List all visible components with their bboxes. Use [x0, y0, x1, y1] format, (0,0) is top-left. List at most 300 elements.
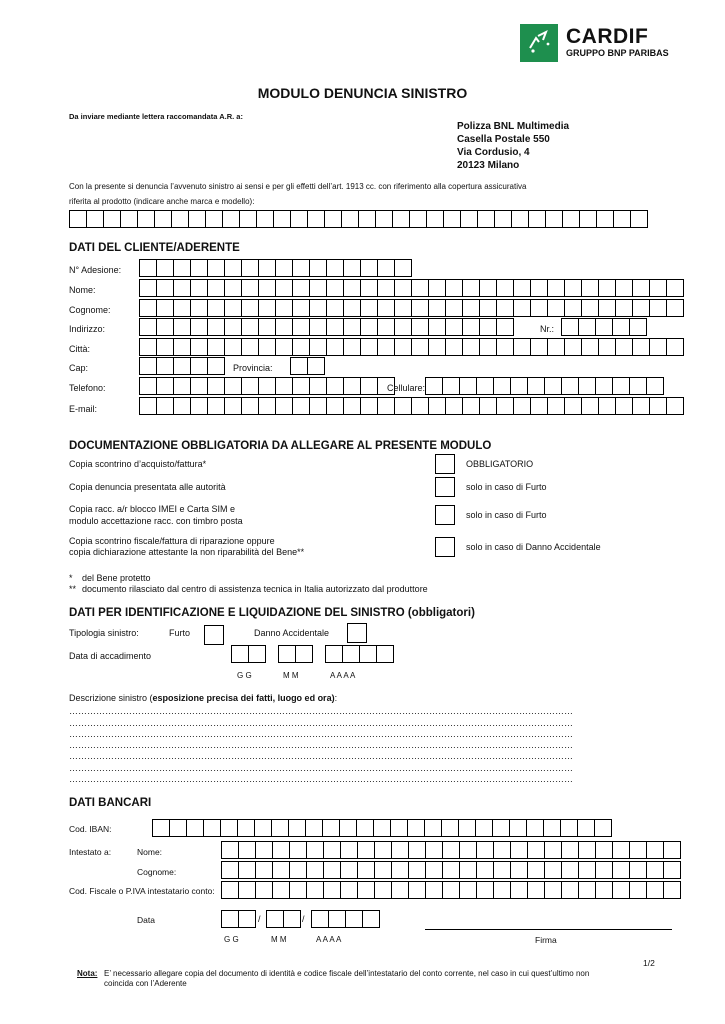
- char-box[interactable]: [362, 910, 380, 928]
- char-box[interactable]: [377, 338, 395, 356]
- char-box[interactable]: [394, 299, 412, 317]
- char-box[interactable]: [328, 910, 346, 928]
- description-line[interactable]: ……………………………………………………………………………………………………………………………………………………: [69, 751, 573, 761]
- char-box[interactable]: [237, 819, 255, 837]
- char-box[interactable]: [578, 377, 596, 395]
- char-box[interactable]: [527, 377, 545, 395]
- char-box[interactable]: [356, 819, 374, 837]
- char-box[interactable]: [459, 881, 477, 899]
- char-box[interactable]: [630, 210, 648, 228]
- char-box[interactable]: [408, 841, 426, 859]
- char-box[interactable]: [309, 259, 327, 277]
- char-box[interactable]: [326, 299, 344, 317]
- char-box[interactable]: [309, 299, 327, 317]
- char-box[interactable]: [207, 259, 225, 277]
- char-box[interactable]: [190, 318, 208, 336]
- cognome-boxes[interactable]: [139, 299, 684, 316]
- char-box[interactable]: [632, 299, 650, 317]
- char-box[interactable]: [307, 210, 325, 228]
- doc-checkbox-3[interactable]: [435, 505, 455, 525]
- char-box[interactable]: [598, 338, 616, 356]
- char-box[interactable]: [476, 841, 494, 859]
- char-box[interactable]: [411, 338, 429, 356]
- char-box[interactable]: [629, 377, 647, 395]
- char-box[interactable]: [462, 338, 480, 356]
- char-box[interactable]: [190, 299, 208, 317]
- char-box[interactable]: [598, 299, 616, 317]
- signature-line[interactable]: [425, 929, 672, 930]
- char-box[interactable]: [632, 338, 650, 356]
- char-box[interactable]: [377, 318, 395, 336]
- description-line[interactable]: ……………………………………………………………………………………………………………………………………………………: [69, 763, 573, 773]
- char-box[interactable]: [360, 338, 378, 356]
- char-box[interactable]: [377, 397, 395, 415]
- char-box[interactable]: [241, 377, 259, 395]
- char-box[interactable]: [275, 259, 293, 277]
- acc-year-boxes[interactable]: [325, 645, 394, 662]
- char-box[interactable]: [137, 210, 155, 228]
- char-box[interactable]: [411, 279, 429, 297]
- char-box[interactable]: [241, 279, 259, 297]
- char-box[interactable]: [272, 841, 290, 859]
- doc-checkbox-1[interactable]: [435, 454, 455, 474]
- char-box[interactable]: [238, 861, 256, 879]
- char-box[interactable]: [425, 881, 443, 899]
- char-box[interactable]: [324, 210, 342, 228]
- char-box[interactable]: [292, 397, 310, 415]
- char-box[interactable]: [510, 377, 528, 395]
- char-box[interactable]: [156, 259, 174, 277]
- char-box[interactable]: [224, 259, 242, 277]
- char-box[interactable]: [560, 819, 578, 837]
- char-box[interactable]: [207, 279, 225, 297]
- sign-day-boxes[interactable]: [221, 910, 256, 927]
- char-box[interactable]: [256, 210, 274, 228]
- char-box[interactable]: [577, 819, 595, 837]
- char-box[interactable]: [409, 210, 427, 228]
- char-box[interactable]: [493, 861, 511, 879]
- char-box[interactable]: [326, 318, 344, 336]
- char-box[interactable]: [442, 861, 460, 879]
- char-box[interactable]: [579, 210, 597, 228]
- char-box[interactable]: [666, 397, 684, 415]
- char-box[interactable]: [224, 299, 242, 317]
- char-box[interactable]: [120, 210, 138, 228]
- char-box[interactable]: [425, 861, 443, 879]
- char-box[interactable]: [221, 861, 239, 879]
- char-box[interactable]: [509, 819, 527, 837]
- char-box[interactable]: [343, 318, 361, 336]
- nr-boxes[interactable]: [561, 318, 647, 335]
- char-box[interactable]: [646, 881, 664, 899]
- char-box[interactable]: [173, 377, 191, 395]
- cap-boxes[interactable]: [139, 357, 225, 374]
- char-box[interactable]: [207, 338, 225, 356]
- char-box[interactable]: [173, 397, 191, 415]
- char-box[interactable]: [271, 819, 289, 837]
- char-box[interactable]: [306, 841, 324, 859]
- nome-boxes[interactable]: [139, 279, 684, 296]
- char-box[interactable]: [190, 259, 208, 277]
- char-box[interactable]: [343, 299, 361, 317]
- bank-nome-boxes[interactable]: [221, 841, 681, 858]
- char-box[interactable]: [612, 318, 630, 336]
- char-box[interactable]: [562, 210, 580, 228]
- char-box[interactable]: [322, 819, 340, 837]
- sign-year-boxes[interactable]: [311, 910, 380, 927]
- char-box[interactable]: [595, 841, 613, 859]
- char-box[interactable]: [266, 910, 284, 928]
- char-box[interactable]: [629, 318, 647, 336]
- char-box[interactable]: [428, 279, 446, 297]
- char-box[interactable]: [496, 318, 514, 336]
- char-box[interactable]: [445, 318, 463, 336]
- description-line[interactable]: ……………………………………………………………………………………………………………………………………………………: [69, 774, 573, 784]
- char-box[interactable]: [221, 910, 239, 928]
- char-box[interactable]: [663, 841, 681, 859]
- codfisc-boxes[interactable]: [221, 881, 681, 898]
- char-box[interactable]: [241, 338, 259, 356]
- char-box[interactable]: [594, 819, 612, 837]
- char-box[interactable]: [629, 861, 647, 879]
- char-box[interactable]: [598, 279, 616, 297]
- char-box[interactable]: [295, 645, 313, 663]
- char-box[interactable]: [343, 259, 361, 277]
- char-box[interactable]: [311, 910, 329, 928]
- char-box[interactable]: [241, 259, 259, 277]
- char-box[interactable]: [442, 881, 460, 899]
- char-box[interactable]: [547, 338, 565, 356]
- char-box[interactable]: [663, 881, 681, 899]
- char-box[interactable]: [527, 841, 545, 859]
- char-box[interactable]: [343, 397, 361, 415]
- char-box[interactable]: [258, 259, 276, 277]
- char-box[interactable]: [357, 841, 375, 859]
- char-box[interactable]: [309, 318, 327, 336]
- char-box[interactable]: [459, 841, 477, 859]
- char-box[interactable]: [325, 645, 343, 663]
- char-box[interactable]: [343, 338, 361, 356]
- char-box[interactable]: [139, 377, 157, 395]
- char-box[interactable]: [394, 279, 412, 297]
- char-box[interactable]: [360, 377, 378, 395]
- char-box[interactable]: [156, 299, 174, 317]
- char-box[interactable]: [426, 210, 444, 228]
- char-box[interactable]: [547, 279, 565, 297]
- char-box[interactable]: [545, 210, 563, 228]
- char-box[interactable]: [479, 338, 497, 356]
- char-box[interactable]: [394, 259, 412, 277]
- char-box[interactable]: [374, 881, 392, 899]
- char-box[interactable]: [445, 338, 463, 356]
- char-box[interactable]: [475, 819, 493, 837]
- char-box[interactable]: [578, 841, 596, 859]
- char-box[interactable]: [561, 881, 579, 899]
- char-box[interactable]: [595, 377, 613, 395]
- furto-checkbox[interactable]: [204, 625, 224, 645]
- char-box[interactable]: [530, 279, 548, 297]
- char-box[interactable]: [306, 881, 324, 899]
- char-box[interactable]: [629, 841, 647, 859]
- char-box[interactable]: [492, 819, 510, 837]
- char-box[interactable]: [309, 377, 327, 395]
- char-box[interactable]: [359, 645, 377, 663]
- char-box[interactable]: [392, 210, 410, 228]
- char-box[interactable]: [186, 819, 204, 837]
- char-box[interactable]: [530, 299, 548, 317]
- char-box[interactable]: [292, 338, 310, 356]
- char-box[interactable]: [152, 819, 170, 837]
- char-box[interactable]: [476, 377, 494, 395]
- char-box[interactable]: [428, 397, 446, 415]
- char-box[interactable]: [425, 841, 443, 859]
- char-box[interactable]: [408, 881, 426, 899]
- adesione-boxes[interactable]: [139, 259, 412, 276]
- char-box[interactable]: [663, 861, 681, 879]
- char-box[interactable]: [479, 397, 497, 415]
- char-box[interactable]: [407, 819, 425, 837]
- char-box[interactable]: [564, 299, 582, 317]
- char-box[interactable]: [292, 377, 310, 395]
- char-box[interactable]: [326, 259, 344, 277]
- char-box[interactable]: [376, 645, 394, 663]
- char-box[interactable]: [222, 210, 240, 228]
- char-box[interactable]: [459, 377, 477, 395]
- acc-day-boxes[interactable]: [231, 645, 266, 662]
- doc-checkbox-2[interactable]: [435, 477, 455, 497]
- char-box[interactable]: [258, 299, 276, 317]
- char-box[interactable]: [428, 338, 446, 356]
- char-box[interactable]: [428, 299, 446, 317]
- citta-boxes[interactable]: [139, 338, 684, 355]
- char-box[interactable]: [510, 841, 528, 859]
- char-box[interactable]: [595, 881, 613, 899]
- char-box[interactable]: [207, 299, 225, 317]
- char-box[interactable]: [612, 841, 630, 859]
- char-box[interactable]: [289, 841, 307, 859]
- char-box[interactable]: [595, 318, 613, 336]
- provincia-boxes[interactable]: [290, 357, 325, 374]
- char-box[interactable]: [561, 861, 579, 879]
- char-box[interactable]: [442, 377, 460, 395]
- char-box[interactable]: [543, 819, 561, 837]
- char-box[interactable]: [578, 881, 596, 899]
- char-box[interactable]: [326, 397, 344, 415]
- char-box[interactable]: [255, 861, 273, 879]
- char-box[interactable]: [479, 318, 497, 336]
- char-box[interactable]: [139, 259, 157, 277]
- char-box[interactable]: [305, 819, 323, 837]
- char-box[interactable]: [411, 397, 429, 415]
- char-box[interactable]: [462, 279, 480, 297]
- char-box[interactable]: [581, 397, 599, 415]
- char-box[interactable]: [139, 279, 157, 297]
- char-box[interactable]: [493, 377, 511, 395]
- char-box[interactable]: [510, 861, 528, 879]
- char-box[interactable]: [275, 377, 293, 395]
- char-box[interactable]: [173, 279, 191, 297]
- char-box[interactable]: [306, 861, 324, 879]
- char-box[interactable]: [239, 210, 257, 228]
- char-box[interactable]: [139, 318, 157, 336]
- char-box[interactable]: [86, 210, 104, 228]
- iban-boxes[interactable]: [152, 819, 612, 836]
- char-box[interactable]: [360, 318, 378, 336]
- char-box[interactable]: [377, 279, 395, 297]
- char-box[interactable]: [340, 881, 358, 899]
- indirizzo-boxes[interactable]: [139, 318, 514, 335]
- char-box[interactable]: [547, 397, 565, 415]
- char-box[interactable]: [241, 397, 259, 415]
- char-box[interactable]: [207, 377, 225, 395]
- char-box[interactable]: [258, 397, 276, 415]
- char-box[interactable]: [292, 299, 310, 317]
- char-box[interactable]: [358, 210, 376, 228]
- char-box[interactable]: [612, 377, 630, 395]
- char-box[interactable]: [527, 881, 545, 899]
- char-box[interactable]: [496, 338, 514, 356]
- char-box[interactable]: [343, 279, 361, 297]
- char-box[interactable]: [615, 397, 633, 415]
- char-box[interactable]: [649, 397, 667, 415]
- char-box[interactable]: [462, 299, 480, 317]
- char-box[interactable]: [258, 377, 276, 395]
- char-box[interactable]: [646, 841, 664, 859]
- char-box[interactable]: [238, 910, 256, 928]
- char-box[interactable]: [530, 397, 548, 415]
- char-box[interactable]: [292, 318, 310, 336]
- char-box[interactable]: [632, 279, 650, 297]
- char-box[interactable]: [443, 210, 461, 228]
- char-box[interactable]: [459, 861, 477, 879]
- char-box[interactable]: [561, 377, 579, 395]
- char-box[interactable]: [241, 299, 259, 317]
- char-box[interactable]: [326, 338, 344, 356]
- char-box[interactable]: [173, 318, 191, 336]
- char-box[interactable]: [646, 861, 664, 879]
- char-box[interactable]: [445, 397, 463, 415]
- char-box[interactable]: [666, 279, 684, 297]
- char-box[interactable]: [323, 861, 341, 879]
- char-box[interactable]: [339, 819, 357, 837]
- char-box[interactable]: [139, 338, 157, 356]
- char-box[interactable]: [340, 861, 358, 879]
- char-box[interactable]: [513, 279, 531, 297]
- char-box[interactable]: [615, 279, 633, 297]
- char-box[interactable]: [156, 318, 174, 336]
- char-box[interactable]: [258, 279, 276, 297]
- char-box[interactable]: [479, 279, 497, 297]
- char-box[interactable]: [581, 299, 599, 317]
- char-box[interactable]: [613, 210, 631, 228]
- char-box[interactable]: [598, 397, 616, 415]
- char-box[interactable]: [373, 819, 391, 837]
- char-box[interactable]: [666, 299, 684, 317]
- email-boxes[interactable]: [139, 397, 684, 414]
- char-box[interactable]: [544, 377, 562, 395]
- char-box[interactable]: [649, 338, 667, 356]
- char-box[interactable]: [460, 210, 478, 228]
- product-boxes[interactable]: [69, 210, 648, 227]
- char-box[interactable]: [441, 819, 459, 837]
- char-box[interactable]: [220, 819, 238, 837]
- char-box[interactable]: [374, 861, 392, 879]
- char-box[interactable]: [205, 210, 223, 228]
- char-box[interactable]: [340, 841, 358, 859]
- char-box[interactable]: [188, 210, 206, 228]
- char-box[interactable]: [544, 881, 562, 899]
- char-box[interactable]: [254, 819, 272, 837]
- char-box[interactable]: [527, 861, 545, 879]
- char-box[interactable]: [342, 645, 360, 663]
- char-box[interactable]: [649, 299, 667, 317]
- char-box[interactable]: [323, 841, 341, 859]
- char-box[interactable]: [391, 861, 409, 879]
- description-line[interactable]: ……………………………………………………………………………………………………………………………………………………: [69, 706, 573, 716]
- char-box[interactable]: [581, 279, 599, 297]
- char-box[interactable]: [513, 338, 531, 356]
- char-box[interactable]: [307, 357, 325, 375]
- char-box[interactable]: [615, 299, 633, 317]
- char-box[interactable]: [190, 357, 208, 375]
- char-box[interactable]: [258, 338, 276, 356]
- char-box[interactable]: [629, 881, 647, 899]
- char-box[interactable]: [156, 279, 174, 297]
- char-box[interactable]: [564, 279, 582, 297]
- char-box[interactable]: [275, 299, 293, 317]
- char-box[interactable]: [292, 259, 310, 277]
- char-box[interactable]: [394, 318, 412, 336]
- char-box[interactable]: [278, 645, 296, 663]
- description-line[interactable]: ……………………………………………………………………………………………………………………………………………………: [69, 729, 573, 739]
- description-line[interactable]: ……………………………………………………………………………………………………………………………………………………: [69, 718, 573, 728]
- char-box[interactable]: [190, 397, 208, 415]
- char-box[interactable]: [139, 299, 157, 317]
- char-box[interactable]: [394, 397, 412, 415]
- char-box[interactable]: [513, 397, 531, 415]
- char-box[interactable]: [360, 299, 378, 317]
- char-box[interactable]: [442, 841, 460, 859]
- char-box[interactable]: [374, 841, 392, 859]
- char-box[interactable]: [425, 377, 443, 395]
- char-box[interactable]: [224, 397, 242, 415]
- char-box[interactable]: [275, 338, 293, 356]
- description-line[interactable]: ……………………………………………………………………………………………………………………………………………………: [69, 740, 573, 750]
- char-box[interactable]: [428, 318, 446, 336]
- char-box[interactable]: [248, 645, 266, 663]
- char-box[interactable]: [564, 338, 582, 356]
- char-box[interactable]: [207, 318, 225, 336]
- char-box[interactable]: [224, 279, 242, 297]
- char-box[interactable]: [173, 338, 191, 356]
- char-box[interactable]: [494, 210, 512, 228]
- char-box[interactable]: [231, 645, 249, 663]
- char-box[interactable]: [462, 397, 480, 415]
- char-box[interactable]: [411, 299, 429, 317]
- char-box[interactable]: [309, 397, 327, 415]
- char-box[interactable]: [224, 338, 242, 356]
- char-box[interactable]: [190, 279, 208, 297]
- char-box[interactable]: [221, 841, 239, 859]
- char-box[interactable]: [69, 210, 87, 228]
- char-box[interactable]: [275, 318, 293, 336]
- char-box[interactable]: [323, 881, 341, 899]
- char-box[interactable]: [547, 299, 565, 317]
- char-box[interactable]: [203, 819, 221, 837]
- char-box[interactable]: [646, 377, 664, 395]
- char-box[interactable]: [360, 279, 378, 297]
- char-box[interactable]: [289, 881, 307, 899]
